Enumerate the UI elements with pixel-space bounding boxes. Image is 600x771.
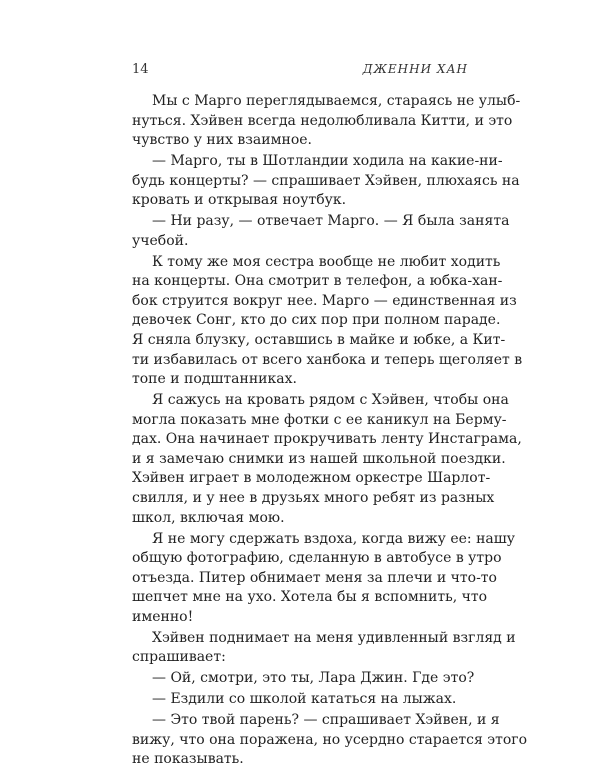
text-line: могла показать мне фотки с ее каникул на Берму- [132, 411, 507, 428]
text-line: дах. Она начинает прокручивать ленту Инстаграма, [132, 431, 522, 448]
text-line: Мы с Марго переглядываемся, стараясь не улыб- [152, 93, 521, 109]
text-line: девочек Сонг, кто до сих пор при полном параде. [132, 312, 501, 329]
page-number: 14 [132, 62, 149, 77]
text-line: топе и подштанниках. [132, 371, 297, 388]
text-line: учебой. [132, 232, 189, 249]
text-line: К тому же моя сестра вообще не любит ходить [152, 253, 501, 270]
text-line: отъезда. Питер обнимает меня за плечи и что-то [132, 569, 497, 586]
text-line: Хэйвен играет в молодежном оркестре Шарлот- [132, 470, 491, 487]
text-line: Я сняла блузку, оставшись в майке и юбке, а Кит- [132, 332, 506, 349]
text-line: — Ой, смотри, это ты, Лара Джин. Где это? [152, 670, 475, 687]
text-line: Я сажусь на кровать рядом с Хэйвен, чтобы она [152, 392, 509, 409]
text-line: будь концерты? — спрашивает Хэйвен, плюхаясь на [132, 172, 520, 189]
text-line: чувство у них взаимное. [132, 132, 312, 149]
text-line: Хэйвен поднимает на меня удивленный взгляд и [152, 629, 516, 646]
text-line: свилля, и у нее в друзьях много ребят из разных [132, 490, 495, 507]
text-line: — Ни разу, — отвечает Марго. — Я была занята [152, 213, 510, 230]
text-line: не показывать. [132, 751, 244, 768]
running-head: ДЖЕННИ ХАН [362, 62, 468, 76]
text-line: и я замечаю снимки из нашей школьной поездки. [132, 450, 506, 467]
text-line: Я не могу сдержать вздоха, когда вижу ее: нашу [152, 530, 516, 547]
text-line: — Марго, ты в Шотландии ходила на какие-ни- [152, 153, 503, 170]
text-line: вижу, что она поражена, но усердно старается этого [132, 731, 528, 748]
text-line: на концерты. Она смотрит в телефон, а юбка-хан- [132, 273, 503, 290]
text-line: нуться. Хэйвен всегда недолюбливала Китти, и это [132, 112, 513, 129]
text-line: шепчет мне на ухо. Хотела бы я вспомнить, что [132, 589, 488, 606]
text-line: именно! [132, 608, 194, 625]
text-line: — Ездили со школой кататься на лыжах. [152, 691, 457, 708]
text-line: школ, включая мою. [132, 509, 285, 526]
text-line: бок струится вокруг нее. Марго — единственная из [132, 292, 517, 309]
text-line: — Это твой парень? — спрашивает Хэйвен, и я [152, 712, 500, 729]
text-line: спрашивает: [132, 649, 226, 666]
text-line: ти избавилась от всего ханбока и теперь щеголяет в [132, 351, 523, 368]
text-line: общую фотографию, сделанную в автобусе в утро [132, 550, 502, 567]
body-text [132, 92, 528, 771]
text-line: кровать и открывая ноутбук. [132, 192, 347, 209]
